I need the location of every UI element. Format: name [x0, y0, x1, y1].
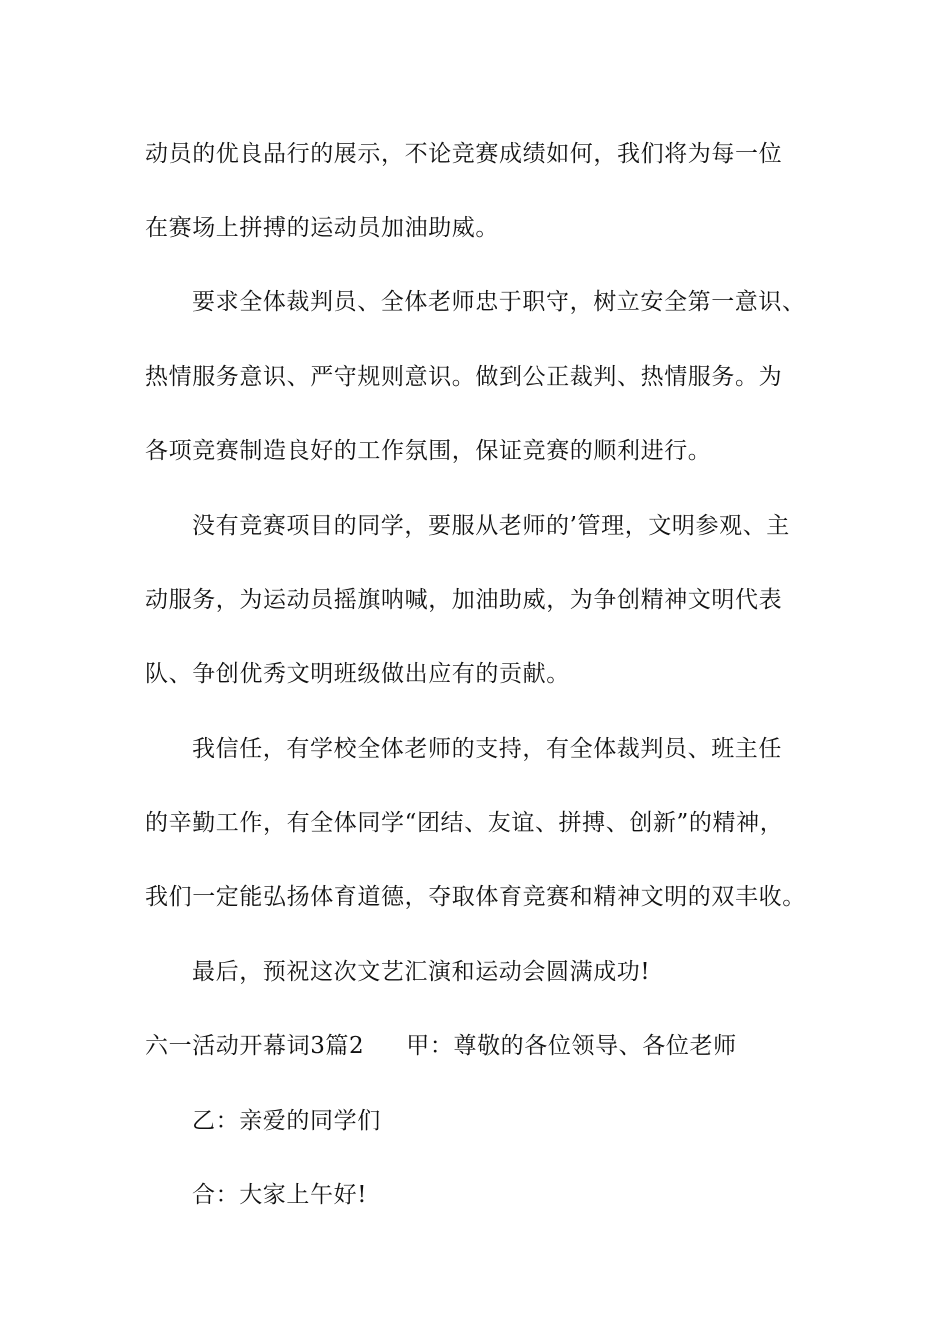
paragraph-line: 的辛勤工作，有全体同学“团结、友谊、拼搏、创新”的精神，: [145, 810, 784, 836]
paragraph-line: 动服务，为运动员摇旗呐喊，加油助威，为争创精神文明代表: [145, 587, 783, 613]
paragraph-line: 各项竞赛制造良好的工作氛围，保证竞赛的顺利进行。: [145, 438, 712, 464]
paragraph-line: 最后，预祝这次文艺汇演和运动会圆满成功!: [192, 959, 651, 985]
heading-dialogue: 甲：尊敬的各位领导、各位老师: [406, 1033, 737, 1059]
paragraph-line: 热情服务意识、严守规则意识。做到公正裁判、热情服务。为: [145, 364, 783, 390]
dialogue-line: 乙：亲爱的同学们: [192, 1108, 381, 1134]
paragraph-line: 动员的优良品行的展示，不论竞赛成绩如何，我们将为每一位: [145, 141, 783, 167]
paragraph-line: 我信任，有学校全体老师的支持，有全体裁判员、班主任: [192, 736, 782, 762]
paragraph-line: 没有竞赛项目的同学，要服从老师的’管理，文明参观、主: [192, 513, 790, 539]
paragraph-line: 我们一定能弘扬体育道德，夺取体育竞赛和精神文明的双丰收。: [145, 884, 806, 910]
section-heading: 六一活动开幕词3篇2: [145, 1033, 365, 1059]
paragraph-line: 要求全体裁判员、全体老师忠于职守，树立安全第一意识、: [192, 289, 806, 315]
section-heading-line: [145, 1031, 737, 1061]
paragraph-line: 队、争创优秀文明班级做出应有的贡献。: [145, 661, 570, 687]
dialogue-line: 合：大家上午好!: [192, 1182, 368, 1208]
paragraph-line: 在赛场上拼搏的运动员加油助威。: [145, 215, 499, 241]
